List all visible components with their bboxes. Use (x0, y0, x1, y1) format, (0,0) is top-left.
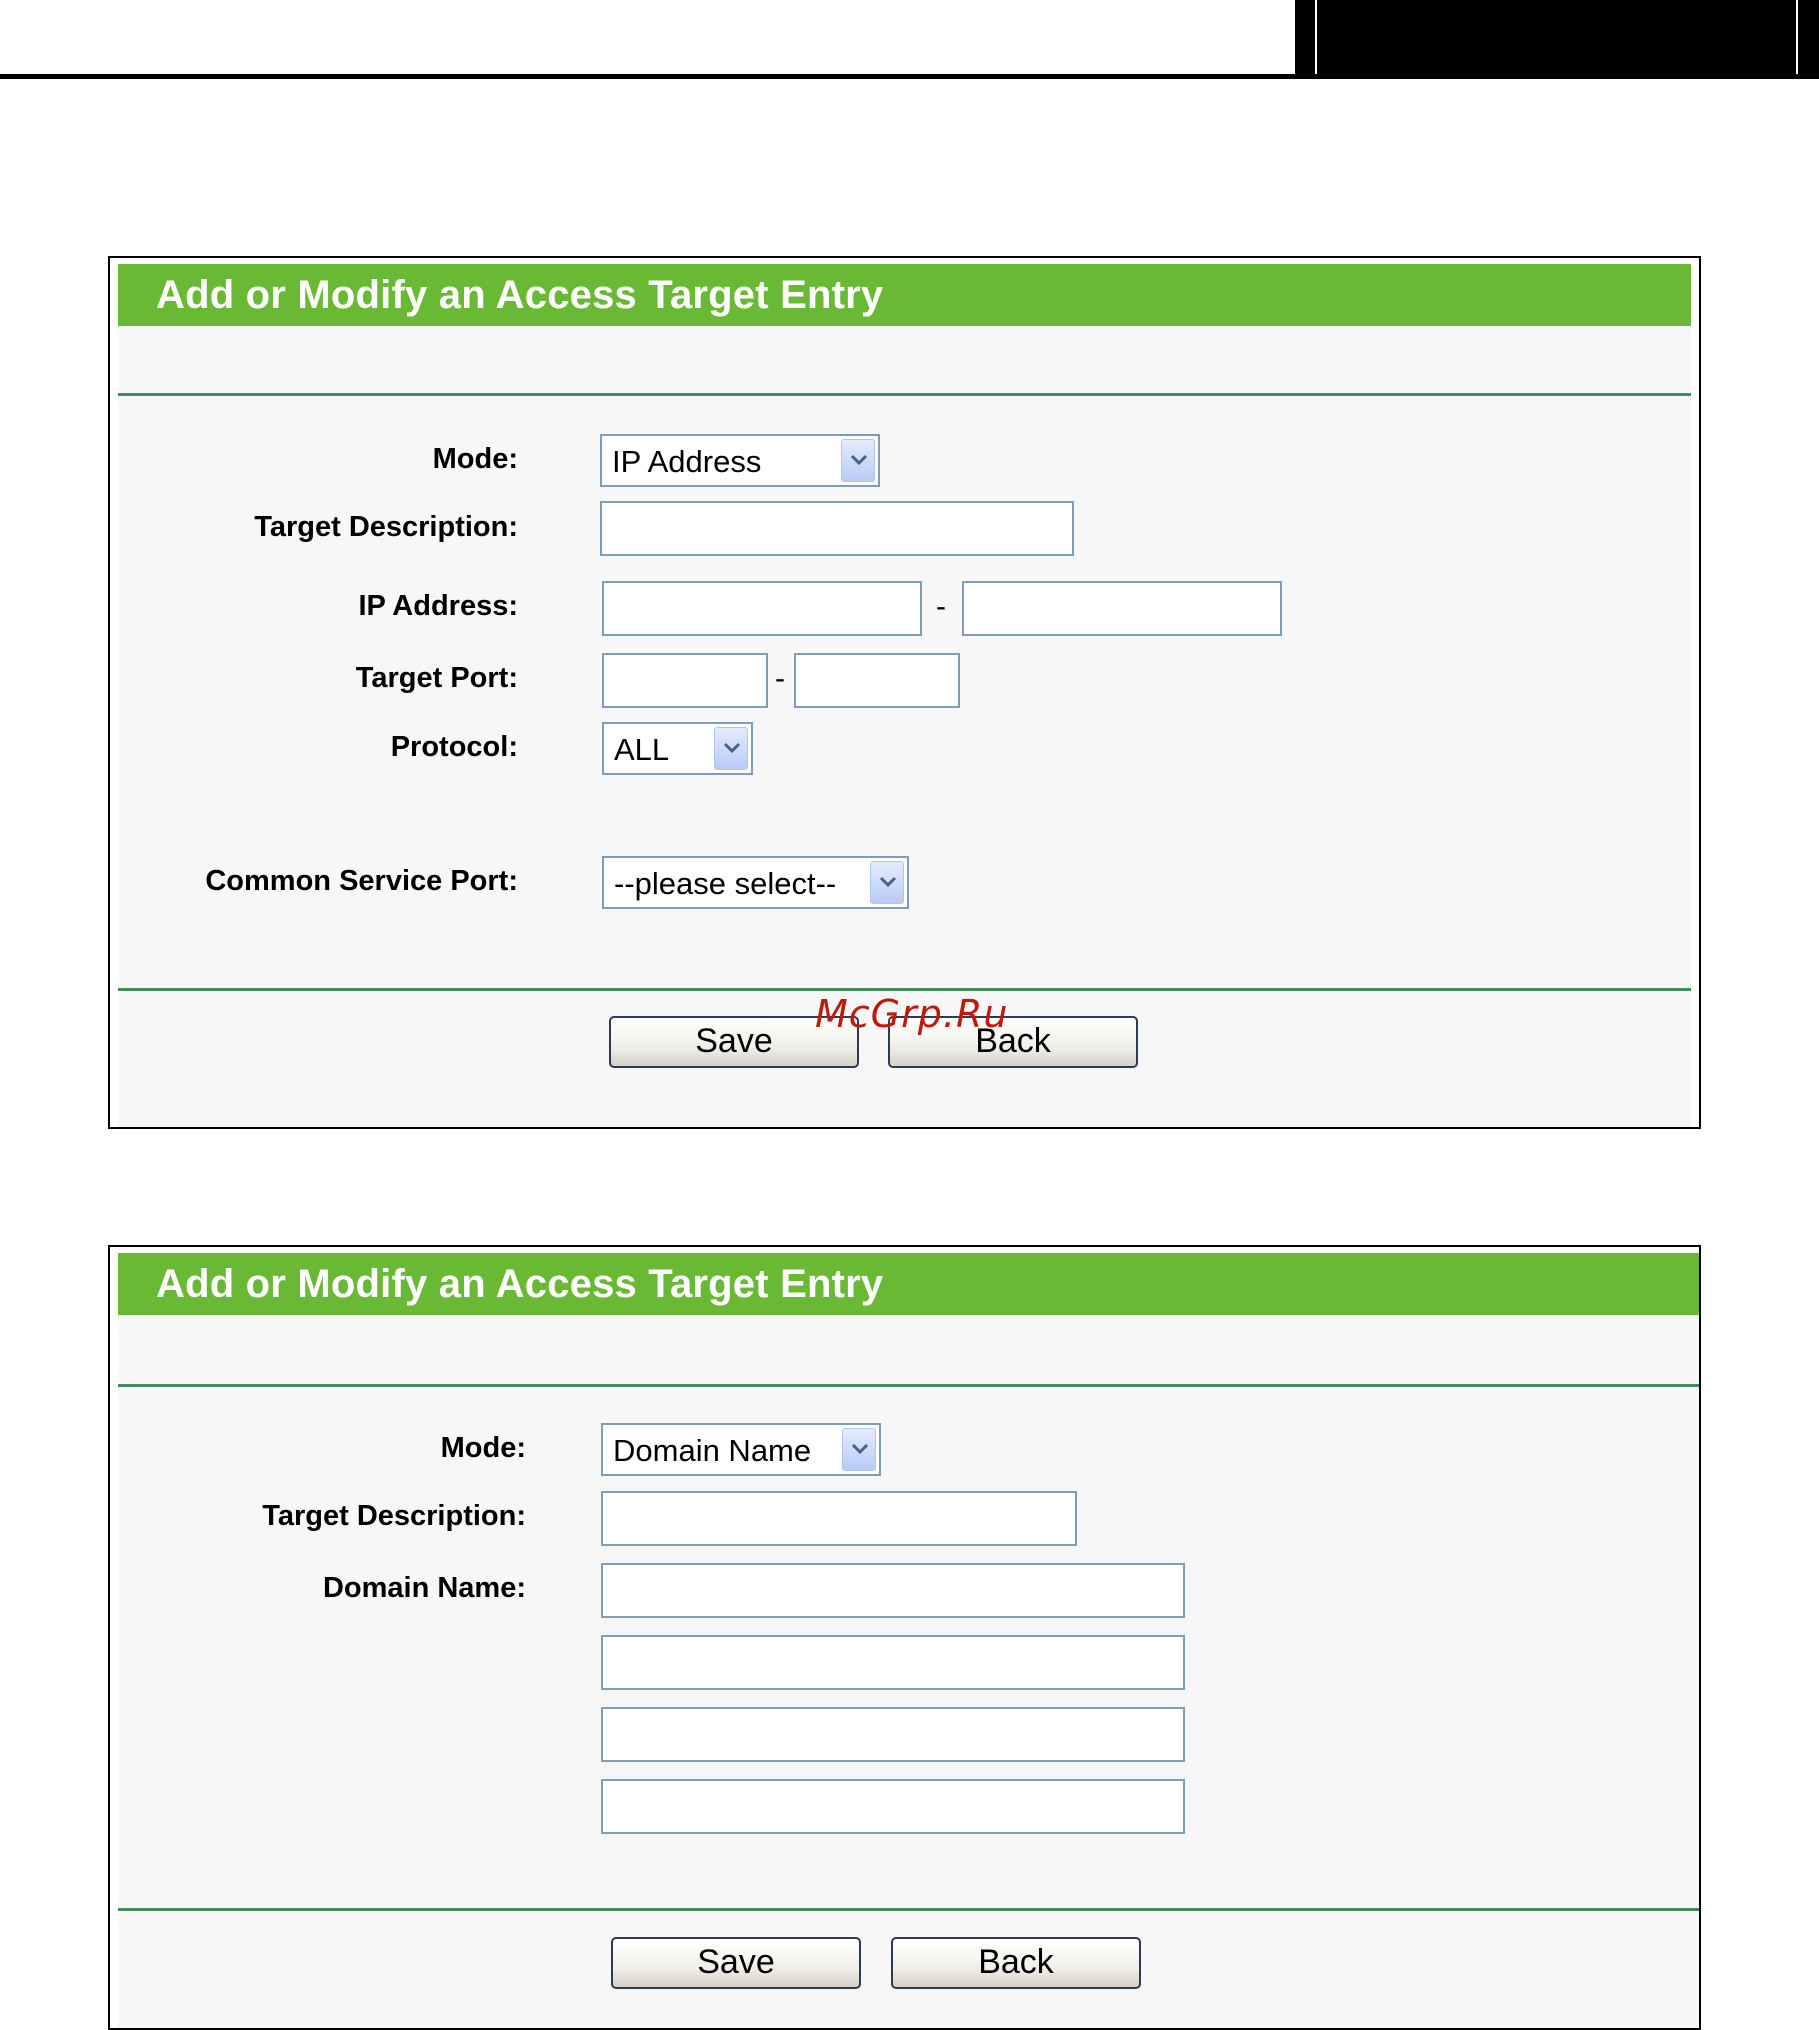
ip-address-end-input[interactable] (962, 581, 1282, 636)
access-target-panel-domain (108, 1245, 1701, 2030)
port-range-separator: - (775, 662, 785, 695)
target-description-input[interactable] (600, 501, 1074, 556)
common-service-port-label: Common Service Port: (205, 865, 518, 897)
header-divider (1796, 0, 1798, 74)
back-button[interactable]: Back (888, 1016, 1138, 1068)
domain-name-input[interactable] (601, 1635, 1185, 1690)
page-header-block (1295, 0, 1819, 76)
protocol-select-value: ALL (614, 732, 670, 767)
save-button[interactable]: Save (609, 1016, 859, 1068)
ip-address-start-input[interactable] (602, 581, 922, 636)
chevron-down-icon[interactable] (842, 1428, 876, 1471)
protocol-label: Protocol: (390, 731, 518, 763)
divider (118, 988, 1691, 991)
mode-select[interactable] (600, 434, 880, 487)
save-button[interactable]: Save (611, 1937, 861, 1989)
mode-select-value: Domain Name (613, 1433, 812, 1468)
divider (118, 1384, 1699, 1387)
mode-label: Mode: (432, 443, 518, 475)
panel-body (118, 1253, 1699, 2028)
common-service-port-value: --please select-- (614, 866, 837, 901)
divider (118, 1908, 1699, 1911)
domain-name-input[interactable] (601, 1707, 1185, 1762)
domain-name-input[interactable] (601, 1563, 1185, 1618)
target-description-input[interactable] (601, 1491, 1077, 1546)
page-header-rule (0, 74, 1819, 79)
target-port-label: Target Port: (355, 662, 518, 694)
mode-select[interactable] (601, 1423, 881, 1476)
target-port-start-input[interactable] (602, 653, 768, 708)
target-description-label: Target Description: (254, 511, 518, 543)
ip-range-separator: - (936, 590, 946, 623)
panel-title-bar (118, 1253, 1699, 1315)
ip-address-label: IP Address: (358, 590, 518, 622)
protocol-select[interactable] (602, 722, 753, 775)
chevron-down-icon[interactable] (870, 861, 904, 904)
common-service-port-select[interactable] (602, 856, 909, 909)
panel-title: Add or Modify an Access Target Entry (156, 273, 884, 317)
domain-name-input[interactable] (601, 1779, 1185, 1834)
mode-select-value: IP Address (612, 444, 762, 479)
header-divider (1315, 0, 1317, 74)
chevron-down-icon[interactable] (841, 439, 875, 482)
domain-name-label: Domain Name: (322, 1572, 526, 1604)
mode-label: Mode: (440, 1432, 526, 1464)
target-description-label: Target Description: (262, 1500, 526, 1532)
target-port-end-input[interactable] (794, 653, 960, 708)
back-button[interactable]: Back (891, 1937, 1141, 1989)
watermark: McGrp.Ru (815, 992, 1009, 1036)
panel-title: Add or Modify an Access Target Entry (156, 1262, 884, 1306)
panel-title-bar (118, 264, 1691, 326)
chevron-down-icon[interactable] (714, 727, 748, 770)
divider (118, 393, 1691, 396)
